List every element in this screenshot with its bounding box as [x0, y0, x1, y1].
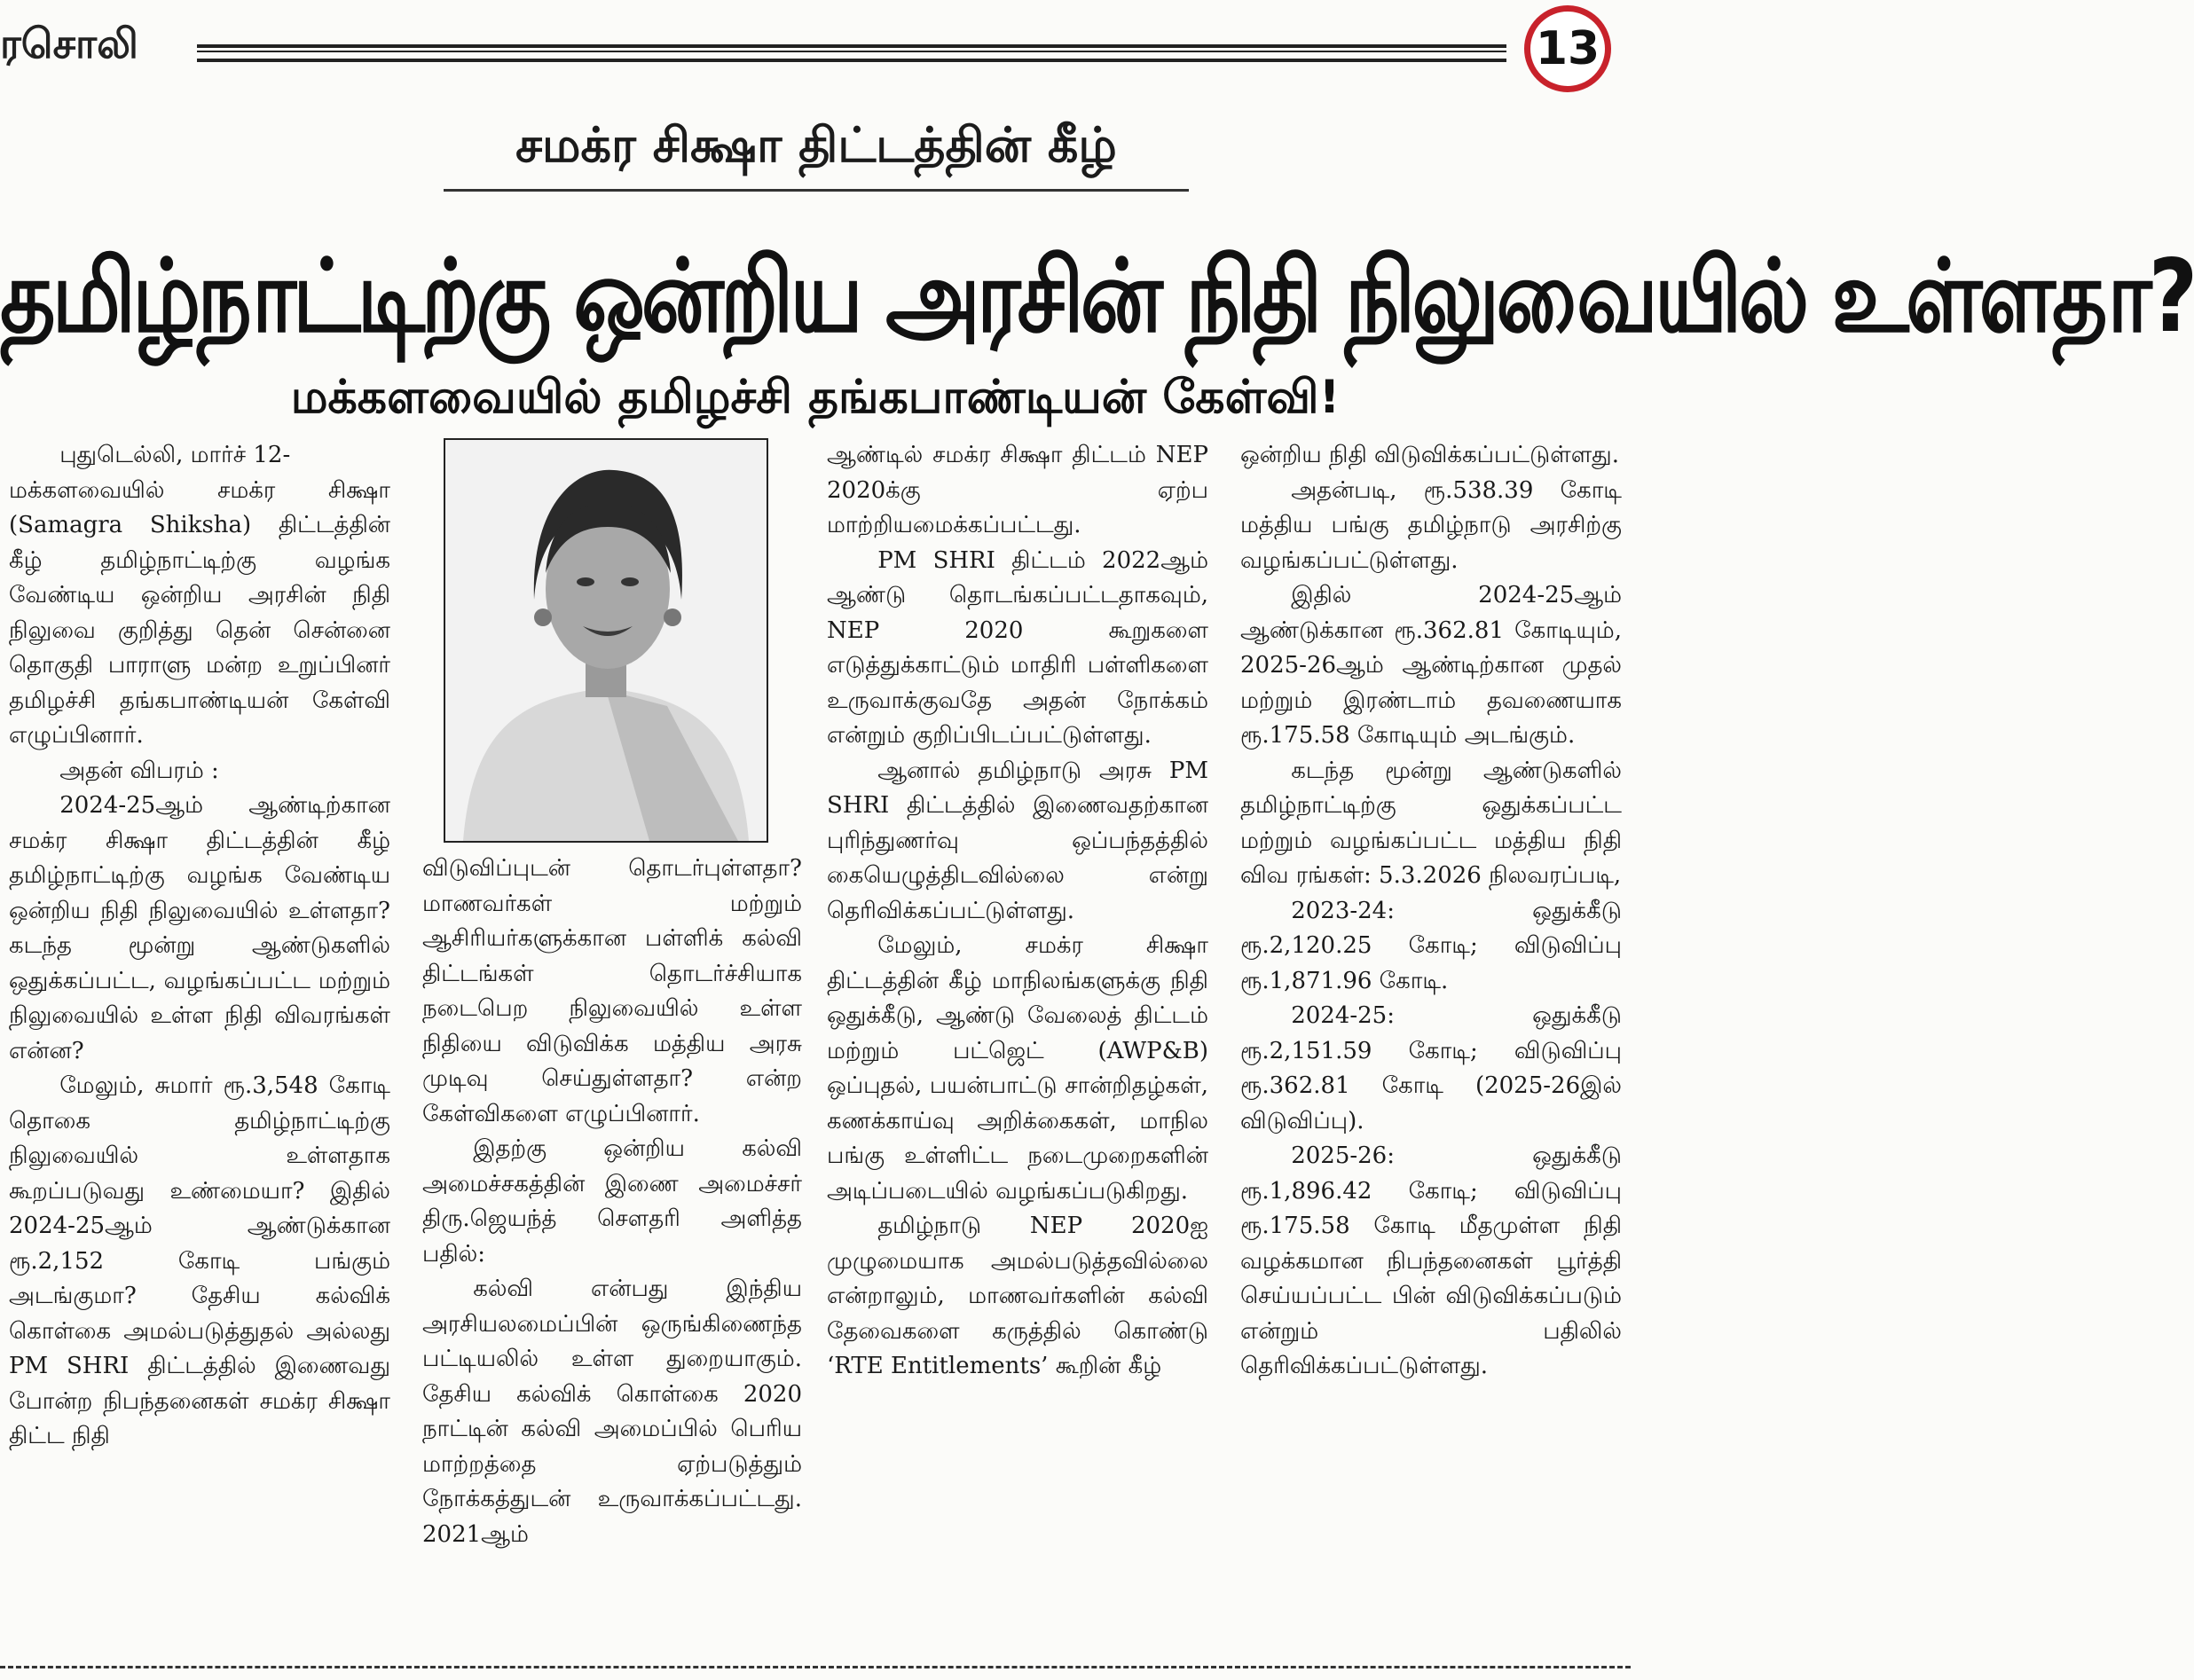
portrait-image	[445, 440, 767, 841]
paragraph: 2023-24: ஒதுக்கீடு ரூ.2,120.25 கோடி; விடுவிப்பு ரூ.1,871.96 கோடி.	[1240, 897, 1622, 994]
masthead	[0, 0, 1631, 106]
paragraph: விடுவிப்புடன் தொடர்புள்ளதா? மாணவர்கள் மற்றும் ஆசிரியர்களுக்கான பள்ளிக் கல்வி திட்டங்கள் தொடர்ச்சியாக நடைபெற நிலுவையில் உள்ள நிதியை விடுவிக்க மத்திய அரசு முடிவு செய்துள்ளதா? என்ற கேள்விகளை எழுப்பினார்.	[422, 855, 802, 1127]
newspaper-name: ரசொலி	[0, 20, 138, 67]
main-headline: தமிழ்நாட்டிற்கு ஒன்றிய அரசின் நிதி நிலுவையில் உள்ளதா?	[0, 238, 2194, 356]
paragraph: அதன் விபரம் :	[59, 757, 219, 784]
article-column-4	[1240, 438, 1622, 1385]
kicker-headline: சமக்ர சிக்ஷா திட்டத்தின் கீழ்	[444, 117, 1189, 192]
paragraph: மேலும், சமக்ர சிக்ஷா திட்டத்தின் கீழ் மாநிலங்களுக்கு நிதி ஒதுக்கீடு, ஆண்டு வேலைத் திட்டம் மற்றும் பட்ஜெட் (AWP&B) ஒப்புதல், பயன்பாட்டு சான்றிதழ்கள், கணக்காய்வு அறிக்கைகள், மாநில பங்கு உள்ளிட்ட நடைமுறைகளின் அடிப்படையில் வழங்கப்படுகிறது.	[827, 932, 1208, 1205]
paragraph: மக்களவையில் சமக்ர சிக்ஷா (Samagra Shiksha) திட்டத்தின் கீழ் தமிழ்நாட்டிற்கு வழங்க வேண்டிய ஒன்றிய அரசின் நிதி நிலுவை குறித்து தென் சென்னை தொகுதி பாராளு மன்ற உறுப்பினர் தமிழச்சி தங்கபாண்டியன் கேள்வி எழுப்பினார்.	[9, 476, 390, 749]
paragraph: ஆண்டில் சமக்ர சிக்ஷா திட்டம் NEP 2020க்கு ஏற்ப மாற்றியமைக்கப்பட்டது.	[827, 442, 1208, 538]
portrait-photo	[444, 438, 768, 843]
article-column-1	[9, 438, 390, 1455]
page-number-badge: 13	[1524, 5, 1611, 92]
paragraph: 2024-25ஆம் ஆண்டிற்கான சமக்ர சிக்ஷா திட்டத்தின் கீழ் தமிழ்நாட்டிற்கு வழங்க வேண்டிய ஒன்றிய நிதி நிலுவையில் உள்ளதா? கடந்த மூன்று ஆண்டுகளில் ஒதுக்கப்பட்ட, வழங்கப்பட்ட மற்றும் நிலுவையில் உள்ள நிதி விவரங்கள் என்ன?	[9, 792, 390, 1064]
masthead-rule	[197, 44, 1506, 62]
footer-dashed-rule	[0, 1666, 1631, 1668]
article-column-2	[422, 852, 802, 1552]
paragraph: மேலும், சுமார் ரூ.3,548 கோடி தொகை தமிழ்நாட்டிற்கு நிலுவையில் உள்ளதாக கூறப்படுவது உண்மையா? இதில் 2024-25ஆம் ஆண்டுக்கான ரூ.2,152 கோடி பங்கும் அடங்குமா? தேசிய கல்விக் கொள்கை அமல்படுத்துதல் அல்லது PM SHRI திட்டத்தில் இணைவது போன்ற நிபந்தனைகள் சமக்ர சிக்ஷா திட்ட நிதி	[9, 1072, 390, 1449]
subheadline: மக்களவையில் தமிழச்சி தங்கபாண்டியன் கேள்வி!	[290, 371, 1341, 424]
paragraph: இதில் 2024-25ஆம் ஆண்டுக்கான ரூ.362.81 கோடியும், 2025-26ஆம் ஆண்டிற்கான முதல் மற்றும் இரண்டாம் தவணையாக ரூ.175.58 கோடியும் அடங்கும்.	[1240, 582, 1622, 749]
article-column-3	[827, 438, 1208, 1385]
dateline: புதுடெல்லி, மார்ச் 12-	[59, 442, 291, 468]
paragraph: கடந்த மூன்று ஆண்டுகளில் தமிழ்நாட்டிற்கு ஒதுக்கப்பட்ட மற்றும் வழங்கப்பட்ட மத்திய நிதி விவ ரங்கள்: 5.3.2026 நிலவரப்படி,	[1240, 757, 1622, 889]
paragraph: ஆனால் தமிழ்நாடு அரசு PM SHRI திட்டத்தில் இணைவதற்கான புரிந்துணர்வு ஒப்பந்தத்தில் கையெழுத்திடவில்லை என்று தெரிவிக்கப்பட்டுள்ளது.	[827, 757, 1208, 924]
paragraph: அதன்படி, ரூ.538.39 கோடி மத்திய பங்கு தமிழ்நாடு அரசிற்கு வழங்கப்பட்டுள்ளது.	[1240, 476, 1622, 574]
paragraph: 2024-25: ஒதுக்கீடு ரூ.2,151.59 கோடி; விடுவிப்பு ரூ.362.81 கோடி (2025-26இல் விடுவிப்பு).	[1240, 1002, 1622, 1134]
paragraph: 2025-26: ஒதுக்கீடு ரூ.1,896.42 கோடி; விடுவிப்பு ரூ.175.58 கோடி மீதமுள்ள நிதி வழக்கமான நிபந்தனைகள் பூர்த்தி செய்யப்பட்ட பின் விடுவிக்கப்படும் என்றும் பதிலில் தெரிவிக்கப்பட்டுள்ளது.	[1240, 1142, 1622, 1379]
paragraph: ஒன்றிய நிதி விடுவிக்கப்பட்டுள்ளது.	[1240, 442, 1619, 468]
paragraph: PM SHRI திட்டம் 2022ஆம் ஆண்டு தொடங்கப்பட்டதாகவும், NEP 2020 கூறுகளை எடுத்துக்காட்டும் மாதிரி பள்ளிகளை உருவாக்குவதே அதன் நோக்கம் என்றும் குறிப்பிடப்பட்டுள்ளது.	[827, 546, 1208, 749]
paragraph: தமிழ்நாடு NEP 2020ஐ முழுமையாக அமல்படுத்தவில்லை என்றாலும், மாணவர்களின் கல்வி தேவைகளை கருத்தில் கொண்டு ‘RTE Entitlements’ கூறின் கீழ்	[827, 1213, 1208, 1379]
paragraph: இதற்கு ஒன்றிய கல்வி அமைச்சகத்தின் இணை அமைச்சர் திரு.ஜெயந்த் சௌதரி அளித்த பதில்:	[422, 1135, 802, 1268]
paragraph: கல்வி என்பது இந்திய அரசியலமைப்பின் ஒருங்கிணைந்த பட்டியலில் உள்ள துறையாகும். தேசிய கல்விக் கொள்கை 2020 நாட்டின் கல்வி அமைப்பில் பெரிய மாற்றத்தை ஏற்படுத்தும் நோக்கத்துடன் உருவாக்கப்பட்டது. 2021ஆம்	[422, 1276, 802, 1548]
